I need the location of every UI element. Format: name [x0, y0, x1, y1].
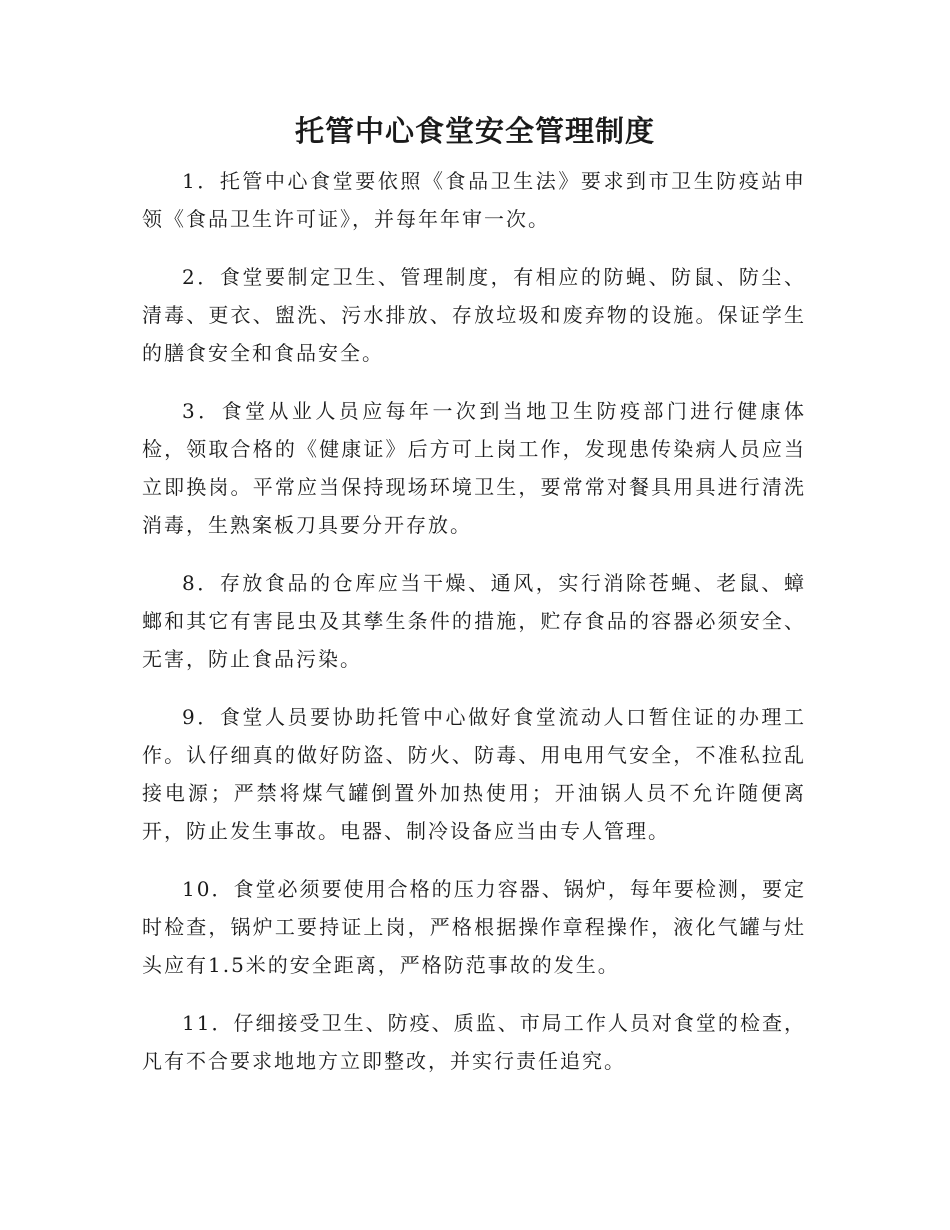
paragraph-8: 8．存放食品的仓库应当干燥、通风，实行消除苍蝇、老鼠、蟑螂和其它有害昆虫及其孳生条件的措施，贮存食品的容器必须安全、无害，防止食品污染。	[142, 571, 806, 671]
paragraph-3: 3．食堂从业人员应每年一次到当地卫生防疫部门进行健康体检，领取合格的《健康证》后方可上岗工作，发现患传染病人员应当立即换岗。平常应当保持现场环境卫生，要常常对餐具用具进行清洗消毒，生熟案板刀具要分开存放。	[142, 399, 806, 537]
paragraph-2: 2．食堂要制定卫生、管理制度，有相应的防蝇、防鼠、防尘、清毒、更衣、盥洗、污水排放、存放垃圾和废弃物的设施。保证学生的膳食安全和食品安全。	[142, 265, 806, 365]
document-title: 托管中心食堂安全管理制度	[294, 114, 655, 148]
paragraph-10: 10．食堂必须要使用合格的压力容器、锅炉，每年要检测，要定时检查，锅炉工要持证上岗，严格根据操作章程操作，液化气罐与灶头应有1.5米的安全距离，严格防范事故的发生。	[142, 877, 806, 977]
paragraph-11: 11．仔细接受卫生、防疫、质监、市局工作人员对食堂的检查，凡有不合要求地地方立即整改，并实行责任追究。	[142, 1011, 806, 1073]
paragraph-9: 9．食堂人员要协助托管中心做好食堂流动人口暂住证的办理工作。认仔细真的做好防盗、防火、防毒、用电用气安全，不准私拉乱接电源；严禁将煤气罐倒置外加热使用；开油锅人员不允许随便离开，防止发生事故。电器、制冷设备应当由专人管理。	[142, 705, 806, 843]
document-body	[142, 162, 806, 1100]
paragraph-1: 1．托管中心食堂要依照《食品卫生法》要求到市卫生防疫站申领《食品卫生许可证》，并每年年审一次。	[142, 169, 806, 231]
